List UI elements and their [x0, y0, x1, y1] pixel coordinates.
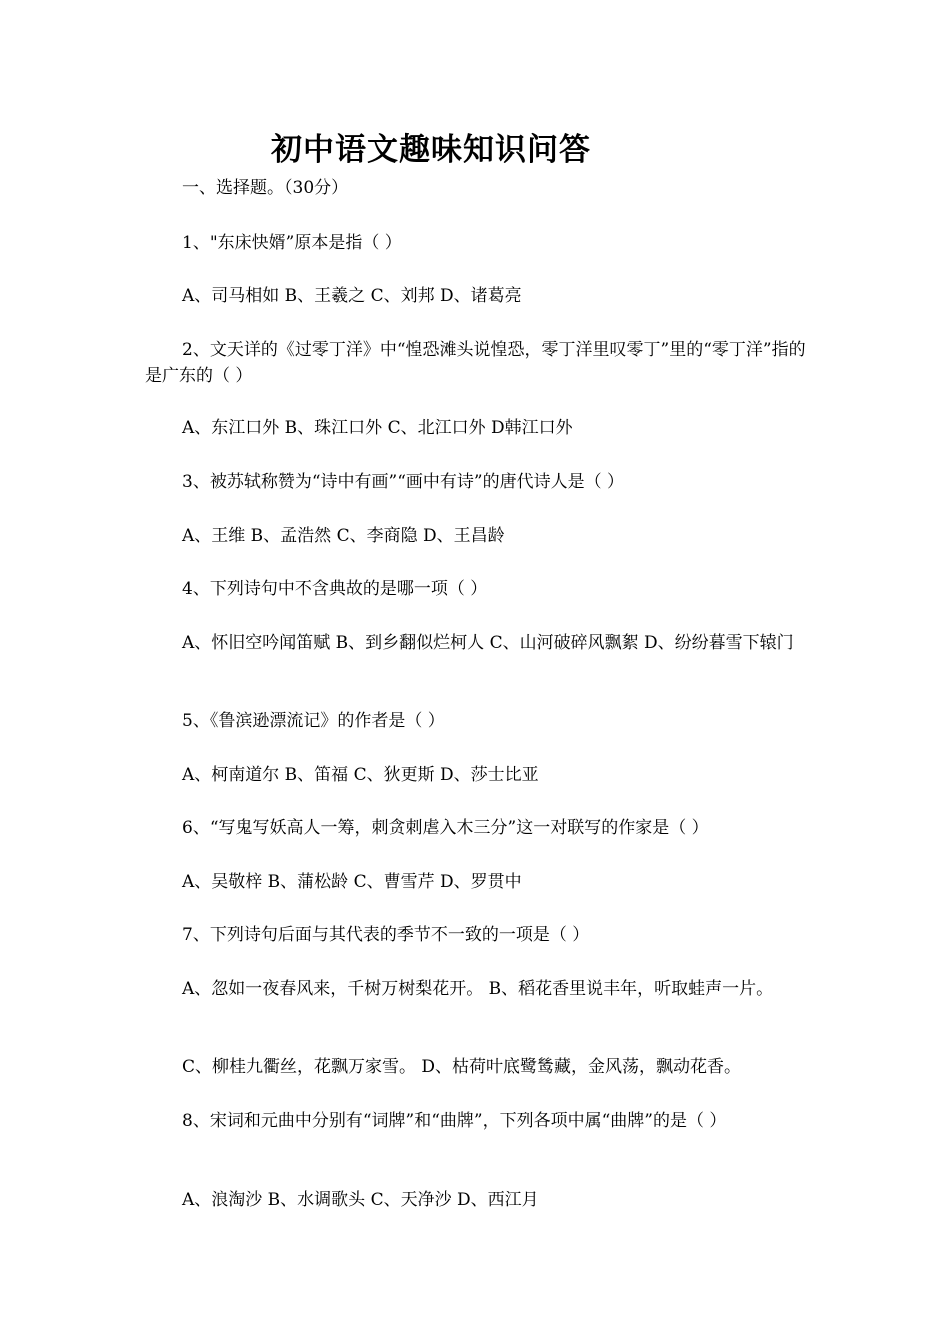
- question-6-options: A、吴敬梓 B、蒲松龄 C、曹雪芹 D、罗贯中: [182, 872, 522, 892]
- question-2-options: A、东江口外 B、珠江口外 C、北江口外 D韩江口外: [182, 418, 573, 438]
- question-2: 2、文天详的《过零丁洋》中“惶恐滩头说惶恐，零丁洋里叹零丁”里的“零丁洋”指的是广东的（ ）: [145, 340, 806, 386]
- question-8: 8、宋词和元曲中分别有“词牌”和“曲牌”，下列各项中属“曲牌”的是（ ）: [182, 1111, 727, 1131]
- question-8-options: A、浪淘沙 B、水调歌头 C、天净沙 D、西江月: [182, 1190, 539, 1210]
- question-7: 7、下列诗句后面与其代表的季节不一致的一项是（ ）: [182, 925, 590, 945]
- section-heading: 一、选择题。（30分）: [182, 178, 349, 198]
- question-5: 5、《鲁滨逊漂流记》的作者是（ ）: [182, 711, 445, 731]
- question-1-options: A、司马相如 B、王羲之 C、刘邦 D、诸葛亮: [182, 286, 522, 306]
- question-1: 1、"东床快婿”原本是指（ ）: [182, 233, 402, 253]
- question-3: 3、被苏轼称赞为“诗中有画”“画中有诗”的唐代诗人是（ ）: [182, 472, 624, 492]
- question-4-options: A、怀旧空吟闻笛赋 B、到乡翻似烂柯人 C、山河破碎风飘絮 D、纷纷暮雪下辕门: [182, 633, 794, 653]
- document-title: 初中语文趣味知识问答: [271, 132, 591, 168]
- question-6: 6、“写鬼写妖高人一筹，刺贪刺虐入木三分”这一对联写的作家是（ ）: [182, 818, 709, 838]
- question-4: 4、下列诗句中不含典故的是哪一项（ ）: [182, 579, 488, 599]
- question-7-options-cd: C、柳桂九衢丝，花飘万家雪。 D、枯荷叶底鹭鸶藏，金风荡，飘动花香。: [182, 1057, 742, 1077]
- question-7-options-ab: A、忽如一夜春风来，千树万树梨花开。 B、稻花香里说丰年，听取蛙声一片。: [182, 979, 774, 999]
- question-3-options: A、王维 B、孟浩然 C、李商隐 D、王昌龄: [182, 526, 505, 546]
- question-5-options: A、柯南道尔 B、笛福 C、狄更斯 D、莎士比亚: [182, 765, 539, 785]
